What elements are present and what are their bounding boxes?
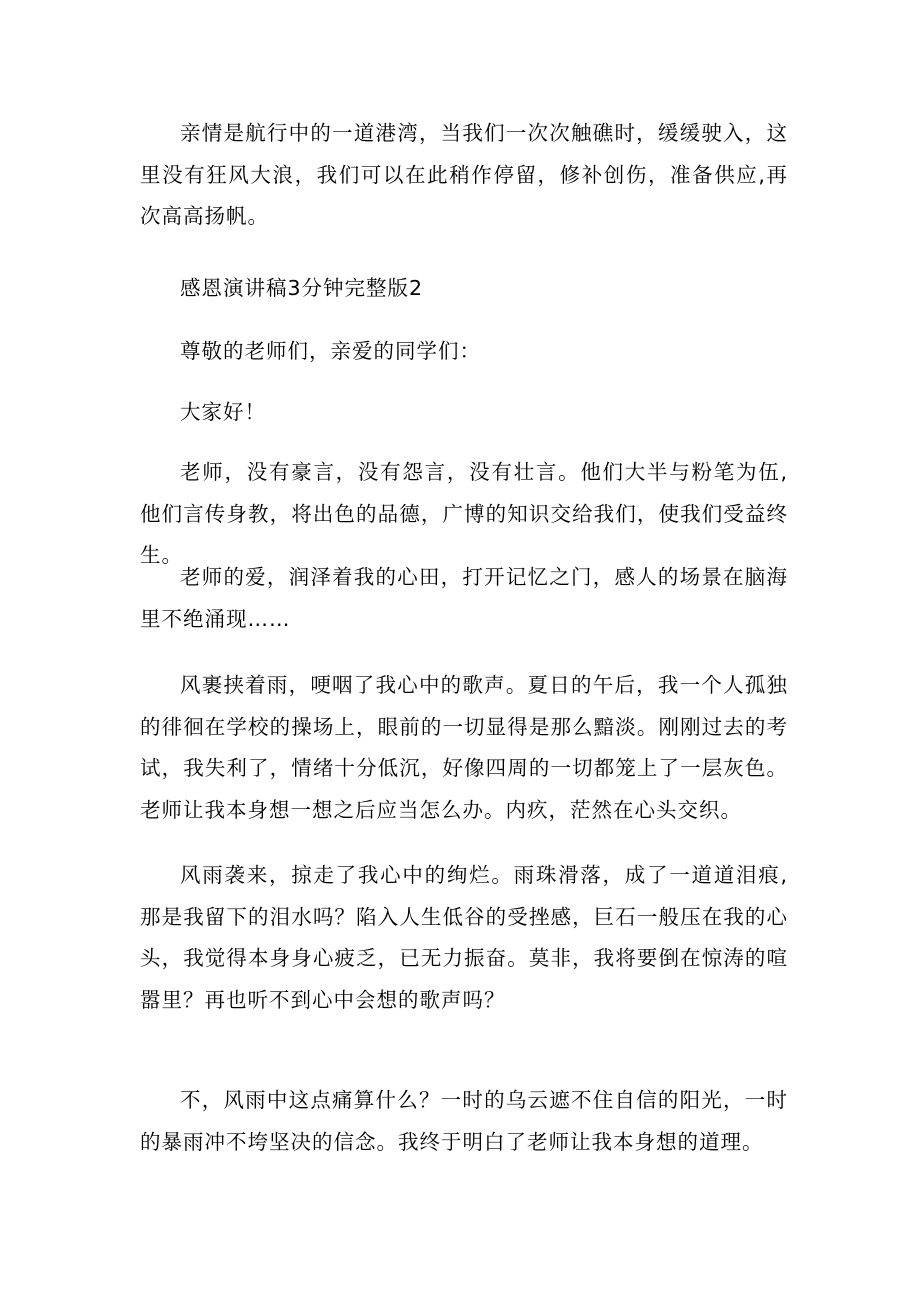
paragraph-family-harbor: 亲情是航行中的一道港湾，当我们一次次触礁时，缓缓驶入，这里没有狂风大浪，我们可以在此稍作停留，修补创伤，准备供应,再次高高扬帆。 bbox=[140, 121, 788, 228]
paragraph-teacher-love: 老师的爱，润泽着我的心田，打开记忆之门，感人的场景在脑海里不绝涌现…… bbox=[140, 565, 788, 631]
paragraph-greeting: 大家好！ bbox=[180, 400, 266, 424]
paragraph-rainy-afternoon: 风裹挟着雨，哽咽了我心中的歌声。夏日的午后，我一个人孤独的徘徊在学校的操场上，眼前的一切显得是那么黯淡。刚刚过去的考试，我失利了，情绪十分低沉，好像四周的一切都笼上了一层灰色。老师让我本身想一想之后应当怎么办。内疚，茫然在心头交织。 bbox=[140, 673, 788, 822]
paragraph-resolve: 不，风雨中这点痛算什么？一时的乌云遮不住自信的阳光，一时的暴雨冲不垮坚决的信念。我终于明白了老师让我本身想的道理。 bbox=[140, 1088, 788, 1154]
section-heading: 感恩演讲稿3分钟完整版2 bbox=[180, 276, 424, 300]
paragraph-teacher-intro: 老师，没有豪言，没有怨言，没有壮言。他们大半与粉笔为伍,他们言传身教，将出色的品德，广博的知识交给我们，使我们受益终生。 bbox=[140, 460, 788, 567]
paragraph-salutation: 尊敬的老师们，亲爱的同学们： bbox=[180, 339, 481, 363]
paragraph-storm: 风雨袭来，掠走了我心中的绚烂。雨珠滑落，成了一道道泪痕,那是我留下的泪水吗？陷入人生低谷的受挫感，巨石一般压在我的心头，我觉得本身身心疲乏，已无力振奋。莫非，我将要倒在惊涛的喧嚣里？再也听不到心中会想的歌声吗？ bbox=[140, 863, 788, 1012]
